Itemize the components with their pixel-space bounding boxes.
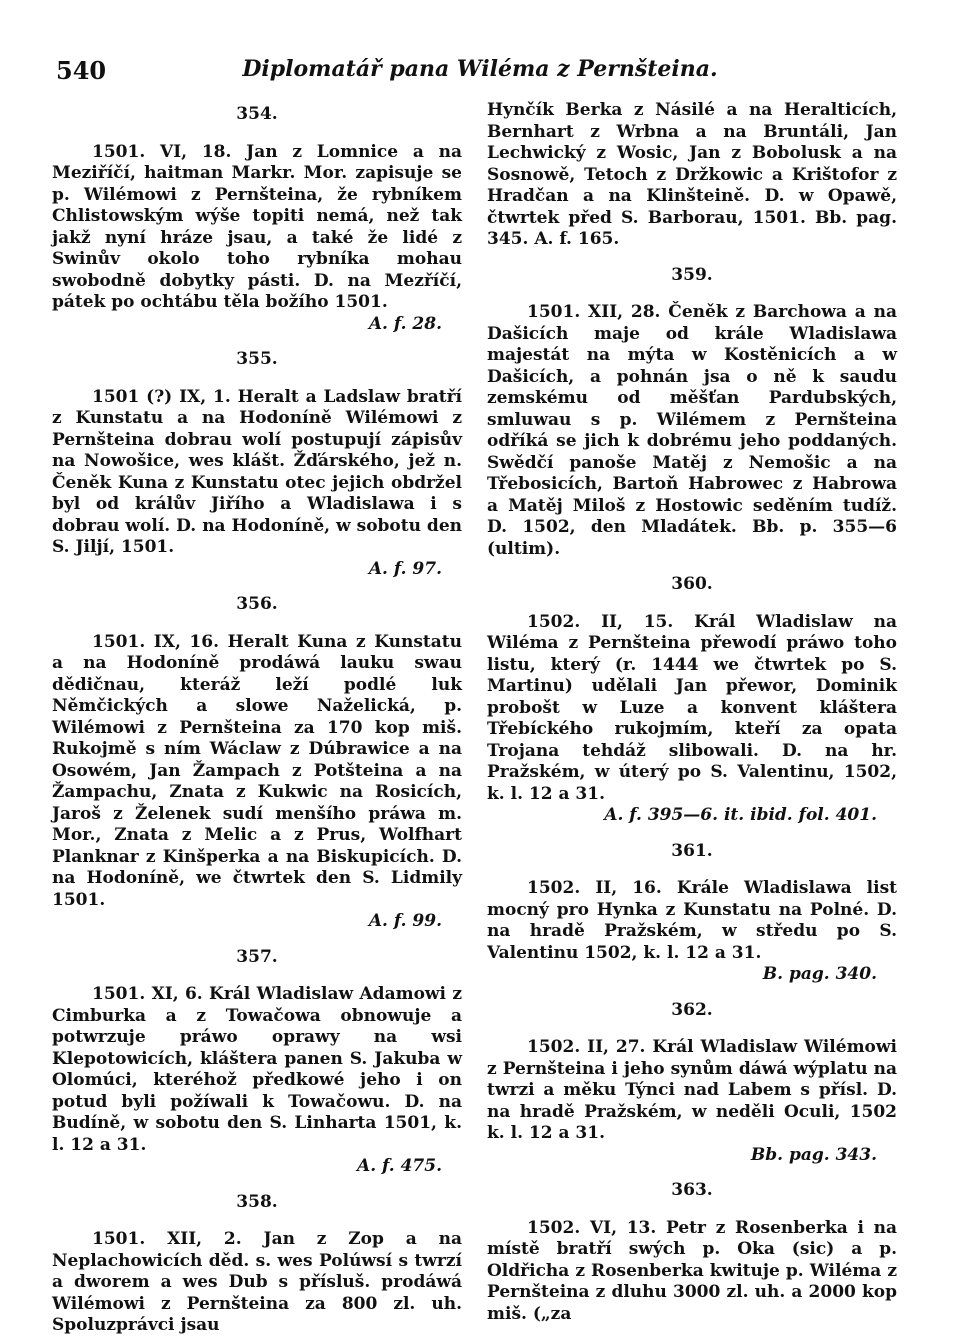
entry-358 <box>52 1192 462 1337</box>
left-column <box>52 100 462 1337</box>
entry-362 <box>487 1000 897 1167</box>
entry-text: 1501. XII, 28. Čeněk z Barchowa a na Dašicích maje od krále Wladislawa majestát na mýta w Kostěnicích a w Dašicích, a pohnán jsa o ně k saudu zemskému od měšťan Pardubských, smluwau s p. Wilémem z Pernšteina odříká se jich k dobrému jeho poddaných. Swědčí panoše Matěj z Nemošic a na Třebosicích, Bartoň Habrowec z Habrowa a Matěj Miloš z Hostowic seděním tudíž. D. 1502, den Mladátek. Bb. p. 355—6 (ultim). <box>487 302 897 559</box>
entry-number: 361. <box>671 840 713 861</box>
entry-358-continued <box>487 100 897 251</box>
entry-text: 1502. II, 27. Král Wladislaw Wilémowi z Pernšteina i jeho synům dáwá wýplatu na twrzi a měku Týnci nad Labem s přísl. D. na hradě Pražském, w neděli Oculi, 1502 k. l. 12 a 31. <box>487 1037 897 1143</box>
page-number: 540 <box>56 56 107 85</box>
entry-reference: Bb. pag. 343. <box>750 1144 877 1165</box>
entry-number: 356. <box>236 594 278 614</box>
entry-356 <box>52 594 462 933</box>
entry-number: 358. <box>236 1191 278 1212</box>
entry-text: 1501 (?) IX, 1. Heralt a Ladslaw bratří z Kunstatu a na Hodoníně Wilémowi z Pernšteina dobrau wolí postupují zápisův na Nowošice, wes klášt. Žďárského, jež n. Čeněk Kuna z Kunstatu otec jejich obdržel byl od králův Jiřího a Wladislawa i s dobrau wolí. D. na Hodoníně, w sobotu den S. Jiljí, 1501. <box>52 386 462 557</box>
entry-reference: A. f. 99. <box>368 911 442 931</box>
entry-363 <box>487 1180 897 1325</box>
entry-number: 363. <box>671 1180 713 1200</box>
entry-361 <box>487 841 897 986</box>
entry-reference: A. f. 28. <box>368 313 442 334</box>
entry-text: 1501. VI, 18. Jan z Lomnice a na Meziříčí, haitman Markr. Mor. zapisuje se p. Wilémowi z Pernšteina, že rybníkem Chlistowským wýše topiti nemá, než tak jakž nyní hráze jsau, a také že lidé z Swinův okolo toho rybníka mohau swobodně dobytky pásti. D. na Mezříčí, pátek po ochtábu těla božího 1501. <box>52 141 462 312</box>
right-column <box>487 100 897 1325</box>
entry-355 <box>52 349 462 580</box>
entry-number: 357. <box>236 946 278 967</box>
entry-reference: B. pag. 340. <box>762 964 877 984</box>
entry-357 <box>52 947 462 1178</box>
entry-reference: A. f. 475. <box>357 1156 442 1176</box>
entry-number: 360. <box>671 574 713 594</box>
entry-text: 1502. II, 16. Krále Wladislawa list mocný pro Hynka z Kunstatu na Polné. D. na hradě Pražském, w středu po S. Valentinu 1502, k. l. 12 a 31. <box>487 878 897 963</box>
entry-text: Hynčík Berka z Násilé a na Heralticích, Bernhart z Wrbna a na Bruntáli, Jan Lechwický z Wosic, Jan z Bobolusk a na Sosnowě, Tetoch z Držkowic a Krištofor z Hradčan a na Klinšteině. D. w Opawě, čtwrtek před S. Barborau, 1501. Bb. pag. 345. A. f. 165. <box>487 100 897 249</box>
entry-number: 359. <box>671 264 713 285</box>
running-title: Diplomatář pana Wiléma z Pernšteina. <box>242 56 718 82</box>
entry-text: 1501. XII, 2. Jan z Zop a na Neplachowicích děd. s. wes Polúwsí s twrzí a dworem a wes Dub s přísluš. prodáwá Wilémowi z Pernšteina za 800 zl. uh. Spoluzprávci jsau <box>52 1229 462 1335</box>
entry-reference: A. f. 97. <box>368 558 442 579</box>
entry-text: 1502. VI, 13. Petr z Rosenberka i na místě bratří swých p. Oka (sic) a p. Oldřicha z Rosenberka kwituje p. Wiléma z Pernšteina z dluhu 3000 zl. uh. a 2000 kop miš. („za <box>487 1217 897 1324</box>
entry-360 <box>487 574 897 827</box>
entry-354 <box>52 104 462 335</box>
entry-text: 1501. XI, 6. Král Wladislaw Adamowi z Cimburka a z Towačowa obnowuje a potwrzuje práwo oprawy na wsi Klepotowicích, kláštera panen S. Jakuba w Olomúci, kteréhož předkowé jeho i on potud byli požíwali k Towačowu. D. na Budíně, w sobotu den S. Linharta 1501, k. l. 12 a 31. <box>52 984 462 1155</box>
entry-text: 1502. II, 15. Král Wladislaw na Wiléma z Pernšteina přewodí práwo toho listu, který (r. 1444 we čtwrtek po S. Martinu) udělali Jan přewor, Dominik probošt w Luze a konvent kláštera Třebíckého rukojmím, kteří za opata Trojana tehdáž slibowali. D. na hr. Pražském, w úterý po S. Valentinu, 1502, k. l. 12 a 31. <box>487 611 897 804</box>
entry-reference: A. f. 395—6. it. ibid. fol. 401. <box>604 805 877 825</box>
entry-number: 354. <box>236 104 278 124</box>
entry-text: 1501. IX, 16. Heralt Kuna z Kunstatu a na Hodoníně prodáwá lauku swau dědičnau, kteráž leží podlé luk Němčických a slowe Naželická, p. Wilémowi z Pernšteina za 170 kop miš. Rukojmě s ním Wáclaw z Dúbrawice a na Osowém, Jan Žampach z Potšteina a na Žampachu, Znata z Kukwic na Rosicích, Jaroš z Želenek sudí menšího práwa m. Mor., Znata z Melic a z Prus, Wolfhart Planknar z Kinšperka a na Biskupicích. D. na Hodoníně, we čtwrtek den S. Lidmily 1501. <box>52 631 462 910</box>
entry-number: 362. <box>671 999 713 1020</box>
entry-359 <box>487 265 897 561</box>
entry-number: 355. <box>236 349 278 369</box>
